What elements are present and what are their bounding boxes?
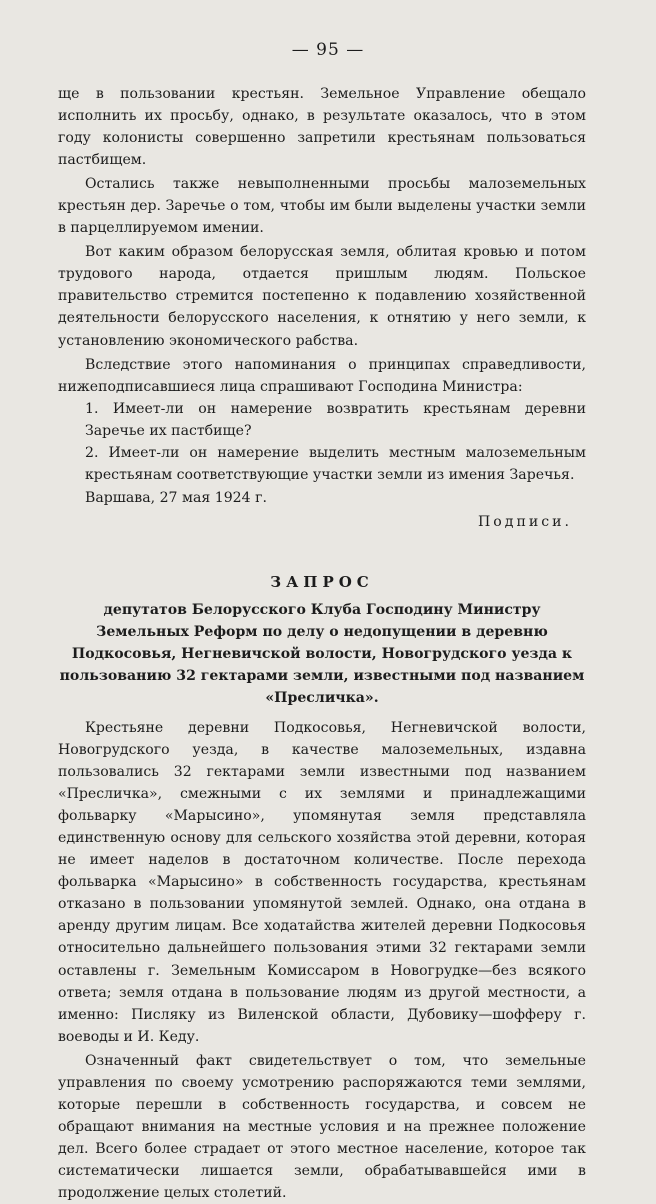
paragraph-continuation: ще в пользовании крестьян. Земельное Управление обещало исполнить их просьбу, однако, в результате оказалось, что в этом году колонисты совершенно запретили крестьянам пользоваться пастбищем. xyxy=(58,86,586,169)
page-number: — 95 — xyxy=(291,40,365,60)
place-date: Варшава, 27 мая 1924 г. xyxy=(85,489,267,506)
inquiry-paragraph-2: Означенный факт свидетельствует о том, что земельные управления по своему усмотрению распоряжаются теми землями, которые перешли в собственность государства, и совсем не обращают внимания на местные условия и на прежнее положение дел. Всего более страдает от этого местное население, которое так систематически лишается земли, обрабатывавшейся ими в продолжение целых столетий. xyxy=(58,1052,586,1201)
paragraph-unfulfilled-requests: Остались также невыполненными просьбы малоземельных крестьян дер. Заречье о том, чтобы им были выделены участки земли в парцеллируемом имении. xyxy=(58,176,586,237)
question-2: 2. Имеет-ли он намерение выделить местным малоземельным крестьянам соответствующие участки земли из имения Заречья. xyxy=(85,444,586,483)
inquiry-paragraph-1: Крестьяне деревни Подкосовья, Негневичской волости, Новогрудского уезда, в качестве малоземельных, издавна пользовались 32 гектарами земли известными под названием «Пресличка», смежными с их землями и принадлежащими фольварку «Марысино», упомянутая земля представляла единственную основу для сельского хозяйства этой деревни, которая не имеет наделов в достаточном количестве. После перехода фольварка «Марысино» в собственность государства, крестьянам отказано в пользовании упомянутой землей. Однако, она отдана в аренду другим лицам. Все ходатайства жителей деревни Подкосовья относительно дальнейшего пользования этими 32 гектарами земли оставлены г. Земельным Комиссаром в Новогрудке—без всякого ответа; земля отдана в пользование людям из другой местности, а именно: Писляку из Виленской области, Дубовику—шофферу г. воеводы и И. Кеду. xyxy=(58,719,586,1045)
question-1: 1. Имеет-ли он намерение возвратить крестьянам деревни Заречье их пастбище? xyxy=(85,400,586,439)
inquiry-title: ЗАПРОС xyxy=(270,572,374,591)
paragraph-question-intro: Вследствие этого напоминания о принципах справедливости, нижеподписавшиеся лица спрашивают Господина Министра: xyxy=(58,356,586,395)
inquiry-subtitle: депутатов Белорусского Клуба Господину Министру Земельных Реформ по делу о недопущении в деревню Подкосовья, Негневичской волости, Новогрудского уезда к пользованию 32 гектарами земли, известными под названием «Пресличка». xyxy=(59,601,585,706)
signatures: Подписи. xyxy=(477,513,572,530)
page-content xyxy=(58,83,586,1204)
paragraph-belarusian-land: Вот каким образом белорусская земля, облитая кровью и потом трудового народа, отдается пришлым людям. Польское правительство стремится постепенно к подавлению хозяйственной деятельности белорусского населения, к отнятию у него земли, к установлению экономического рабства. xyxy=(58,244,586,349)
